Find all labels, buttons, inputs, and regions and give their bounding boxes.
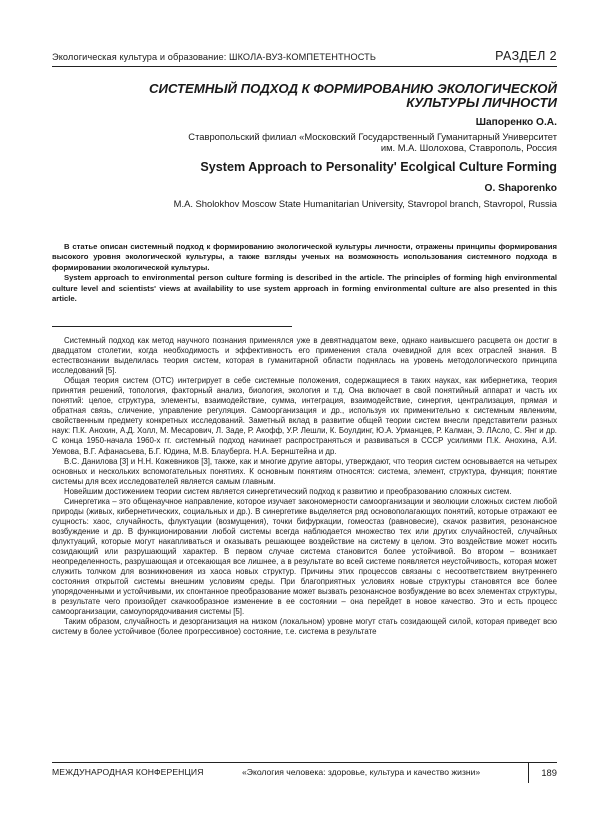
body-paragraph: Системный подход как метод научного познания применялся уже в девятнадцатом веке, однако наивысшего расцвета он достиг в двадцатом столетии, когда необходимость и эффективность его применения стала очевидной для всех отраслей знания. В естествознании выделилась теория систем, которая в гуманитарной области поднялась на уровень методологического принципа исследований [5]. bbox=[52, 336, 557, 376]
author-en: O. Shaporenko bbox=[484, 183, 557, 194]
abstract-ru: В статье описан системный подход к формированию экологической культуры личности, отражены принципы формирования высокого уровня экологической культуры, а также взгляды ученых на возможность использования системного подхода в формировании экологической культуры. bbox=[52, 242, 557, 272]
body-paragraph: Синергетика – это общенаучное направление, которое изучает закономерности самоорганизации и эволюции сложных систем любой природы (живых, кибернетических, социальных и др.). В синергетике выделяется ряд основополагающих понятий, которые отражают ее сущность: хаос, случайность, флуктуации (возмущения), точки бифуркации, гомеостаз (равновесие), скачок развития, резонансное возбуждение и др. В функционировании любой системы всегда наблюдается множество тех или других случайностей, случайных флуктуаций, которые могут накапливаться и оказывать решающее воздействие на систему в целом. Это воздействие может носить созидающий или разрушающий характер. В первом случае система становится более устойчивой. Во втором – возникает неопределенность, разрушающая и отсекающая все лишнее, а в результате во всей системе появляется неустойчивость, которая может служить толчком для возникновения из хаоса новых структур. Причины этих процессов связаны с несоответствием внутреннего состояния открытой системы внешним условиям среды. При благоприятных условиях новые структуры становятся все более упорядоченными и устойчивыми, их спонтанное преобразование может вызвать резонансное возбуждение во всех элементах структуры, в результате чего произойдет скачкообразное изменение в ее состоянии – она перейдет в новое качество. Это и есть процесс самоорганизации, самоупорядочивания системы [5]. bbox=[52, 496, 557, 617]
running-footer bbox=[52, 762, 557, 781]
conference-theme: «Экология человека: здоровье, культура и качество жизни» bbox=[242, 767, 481, 777]
article-body bbox=[52, 336, 557, 637]
article-title-en: System Approach to Personality' Ecolgical Culture Forming bbox=[200, 160, 557, 174]
abstract-separator bbox=[52, 326, 292, 327]
abstract-en: System approach to environmental person culture forming is described in the article. The principles of forming high environmental culture level and scientists' views at availability to use system approach in forming environmental culture are also presented in this article. bbox=[52, 273, 557, 304]
conference-label: МЕЖДУНАРОДНАЯ КОНФЕРЕНЦИЯ bbox=[52, 767, 204, 777]
affiliation-en: M.A. Sholokhov Moscow State Humanitarian University, Stavropol branch, Stavropol, Russia bbox=[173, 198, 557, 209]
body-paragraph: В.С. Данилова [3] и Н.Н. Кожевников [3], также, как и многие другие авторы, утверждают, что теория систем основывается на четырех основных и нескольких вспомогательных понятиях. К основным понятиям относятся: система, элемент, структура, функция; понятие системы для всех исследователей является самым главным. bbox=[52, 456, 557, 486]
journal-title: Экологическая культура и образование: ШКОЛА-ВУЗ-КОМПЕТЕНТНОСТЬ bbox=[52, 52, 376, 62]
affiliation-ru: Ставропольский филиал «Московский Государственный Гуманитарный Университет им. М.А. Шолохова, Ставрополь, Россия bbox=[188, 131, 557, 153]
footer-divider bbox=[528, 763, 529, 783]
page-number: 189 bbox=[541, 767, 557, 778]
abstract bbox=[52, 242, 557, 304]
section-label: РАЗДЕЛ 2 bbox=[495, 49, 557, 63]
body-paragraph: Таким образом, случайность и дезорганизация на низком (локальном) уровне могут стать созидающей силой, которая приведет всю систему в более устойчивое (более прогрессивное) состояние, т.е. система в результате bbox=[52, 617, 557, 637]
running-header bbox=[52, 44, 557, 67]
body-paragraph: Общая теория систем (ОТС) интегрирует в себе системные положения, содержащиеся в таких науках, как кибернетика, теория принятия решений, топология, факторный анализ, биология, экология и т.д. Она включает в свой понятийный аппарат и часть их понятий: целое, структура, элементы, взаимодействие, сумма, интеграция, взаимодействие, синергия, централизация, прямая и обратная связь, сличение, управление регуляция. Самоорганизация и др., используя их применительно к системным явлениям, свойственным предмету конкретных исследований. Заметный вклад в развитие общей теории систем внесли представители разных наук: П.К. Анохин, А.Д. Холл, М. Месарович, Л. Заде, Р. Акофф, У.Р. Лешли, К. Боулдинг, Ю.А. Урманцев, Р. Калман, Э. ЛАсло, С. Янг и др. С конца 1950-начала 1960-х гг. системный подход начинает распространяться и развиваться в СССР усилиями П.К. Анохина, А.И. Уемова, В.Г. Афанасьева, Б.Г. Юдина, М.В. Блауберга. Н.А. Бернштейна и др. bbox=[52, 376, 557, 456]
article-title-ru: СИСТЕМНЫЙ ПОДХОД К ФОРМИРОВАНИЮ ЭКОЛОГИЧЕСКОЙ КУЛЬТУРЫ ЛИЧНОСТИ bbox=[148, 81, 557, 110]
author-ru: Шапоренко О.А. bbox=[475, 117, 557, 128]
body-paragraph: Новейшим достижением теории систем является синергетический подход к развитию и преобразованию сложных систем. bbox=[64, 486, 512, 496]
